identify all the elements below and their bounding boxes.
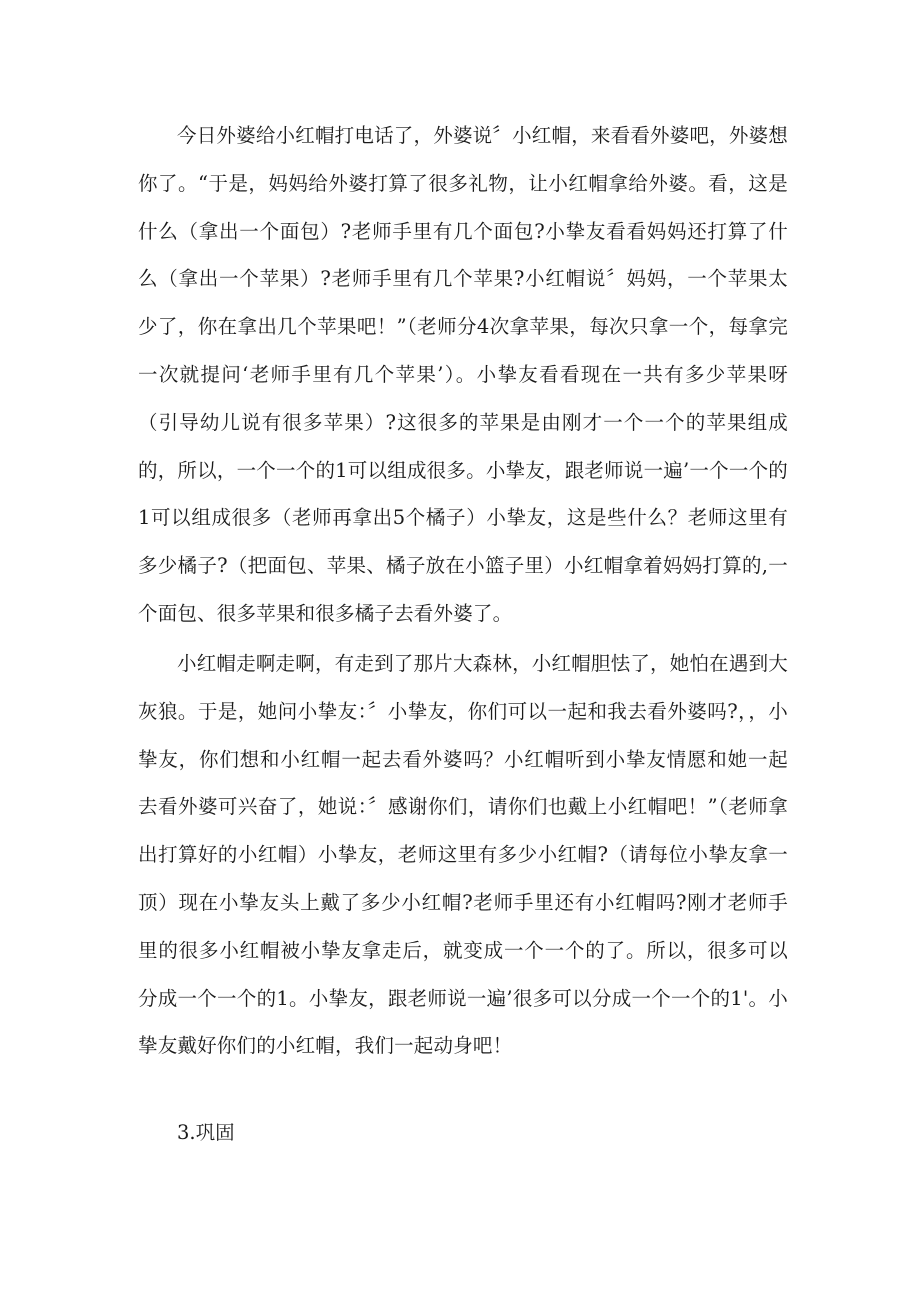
story-paragraph-2: 小红帽走啊走啊，有走到了那片大森林，小红帽胆怯了，她怕在遇到大灰狼。于是，她问小挚友：〞小挚友，你们可以一起和我去看外婆吗?，，小挚友，你们想和小红帽一起去看外婆吗？小红帽听到小挚友情愿和她一起去看外婆可兴奋了，她说：〞感谢你们，请你们也戴上小红帽吧！”（老师拿出打算好的小红帽）小挚友，老师这里有多少小红帽?（请每位小挚友拿一顶）现在小挚友头上戴了多少小红帽?老师手里还有小红帽吗?刚才老师手里的很多小红帽被小挚友拿走后，就变成一个一个的了。所以，很多可以分成一个一个的1。小挚友，跟老师说一遍’很多可以分成一个一个的1'。小挚友戴好你们的小红帽，我们一起动身吧！ [138,652,788,1058]
section-heading: 3.巩固 [177,1121,235,1144]
story-paragraph-1: 今日外婆给小红帽打电话了，外婆说〞小红帽，来看看外婆吧，外婆想你了。“于是，妈妈给外婆打算了很多礼物，让小红帽拿给外婆。看，这是什么（拿出一个面包）?老师手里有几个面包?小挚友看看妈妈还打算了什么（拿出一个苹果）?老师手里有几个苹果?小红帽说〞妈妈，一个苹果太少了，你在拿出几个苹果吧！”（老师分4次拿苹果，每次只拿一个，每拿完一次就提问‘老师手里有几个苹果’）。小挚友看看现在一共有多少苹果呀（引导幼儿说有很多苹果）?这很多的苹果是由刚才一个一个的苹果组成的，所以，一个一个的1可以组成很多。小挚友，跟老师说一遍’一个一个的1可以组成很多（老师再拿出5个橘子）小挚友，这是些什么？老师这里有多少橘子?（把面包、苹果、橘子放在小篮子里）小红帽拿着妈妈打算的,一个面包、很多苹果和很多橘子去看外婆了。 [138,124,788,625]
